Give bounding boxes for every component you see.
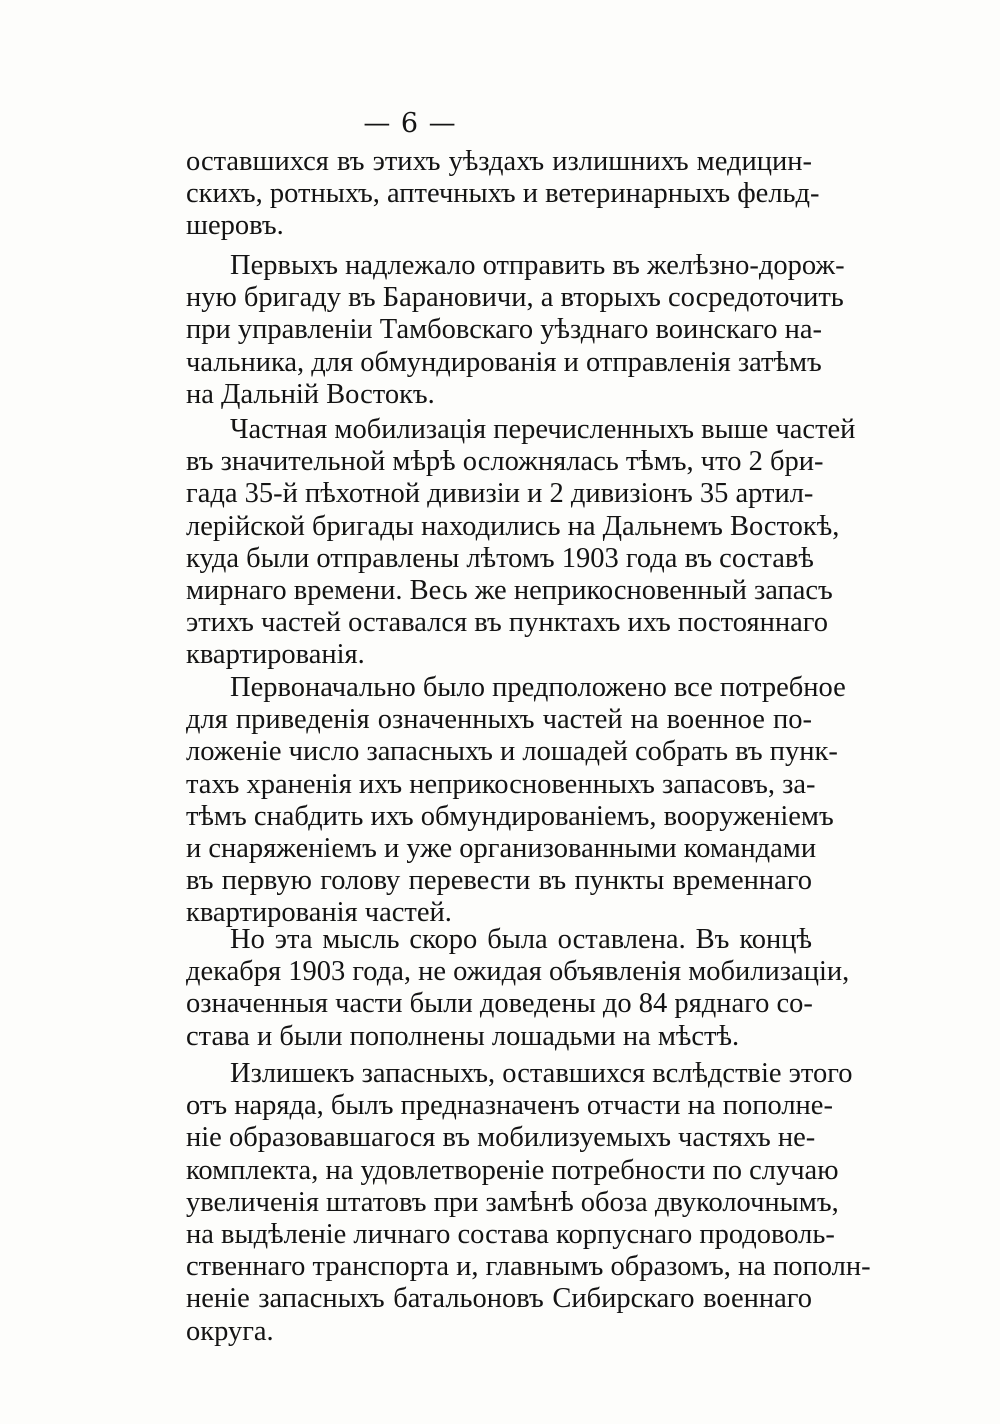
text-line: чальника, для обмундированія и отправленія затѣмъ: [186, 346, 822, 378]
paragraph-4: [186, 672, 846, 930]
text-line: гада 35-й пѣхотной дивизіи и 2 дивизіонъ 35 артил-: [186, 478, 814, 510]
text-line: ніе образовавшагося въ мобилизуемыхъ частяхъ не-: [186, 1122, 816, 1154]
text-line: ложеніе число запасныхъ и лошадей собрать въ пунк-: [186, 736, 838, 768]
text-line: ную бригаду въ Барановичи, а вторыхъ сосредоточить: [186, 282, 844, 314]
text-line: куда были отправлены лѣтомъ 1903 года въ составѣ: [186, 542, 814, 574]
text-line: Первыхъ надлежало отправить въ желѣзно-дорож-: [230, 250, 845, 281]
text-line: для приведенія означенныхъ частей на военное по-: [186, 704, 812, 736]
paragraph-5: [186, 924, 850, 1053]
paragraph-6: [186, 1058, 871, 1348]
text-line: мирнаго времени. Весь же неприкосновенный запасъ: [186, 575, 833, 607]
text-line: лерійской бригады находились на Дальнемъ Востокѣ,: [186, 510, 840, 542]
text-line: тахъ храненія ихъ неприкосновенныхъ запасовъ, за-: [186, 768, 816, 800]
text-line: въ значительной мѣрѣ осложнялась тѣмъ, что 2 бри-: [186, 446, 824, 478]
text-line: этихъ частей оставался въ пунктахъ ихъ постояннаго: [186, 607, 828, 639]
paragraph-2: [186, 250, 845, 411]
text-line: въ первую голову перевести въ пункты временнаго: [186, 865, 812, 897]
text-line: неніе запасныхъ батальоновъ Сибирскаго военнаго: [186, 1283, 812, 1315]
text-line: квартированія.: [186, 639, 365, 671]
text-line: означенныя части были доведены до 84 ряднаго со-: [186, 988, 813, 1020]
text-line: става и были пополнены лошадьми на мѣстѣ.: [186, 1020, 740, 1052]
text-line: при управленіи Тамбовскаго уѣзднаго воинскаго на-: [186, 314, 822, 346]
page-number: — 6 —: [363, 108, 457, 139]
text-line: увеличенія штатовъ при замѣнѣ обоза двуколочнымъ,: [186, 1186, 839, 1218]
text-line: отъ наряда, былъ предназначенъ отчасти на пополне-: [186, 1090, 833, 1122]
text-line: тѣмъ снабдить ихъ обмундированіемъ, вооруженіемъ: [186, 800, 834, 832]
text-line: на Дальній Востокъ.: [186, 378, 435, 410]
text-line: Излишекъ запасныхъ, оставшихся вслѣдствіе этого: [230, 1058, 853, 1089]
text-line: Но эта мысль скоро была оставлена. Въ концѣ: [230, 924, 812, 955]
text-line: декабря 1903 года, не ожидая объявленія мобилизаціи,: [186, 956, 850, 988]
text-line: и снаряженіемъ и уже организованными командами: [186, 833, 817, 865]
text-line: на выдѣленіе личнаго состава корпуснаго продоволь-: [186, 1219, 835, 1251]
text-line: скихъ, ротныхъ, аптечныхъ и ветеринарныхъ фельд-: [186, 178, 820, 210]
text-line: комплекта, на удовлетвореніе потребности по случаю: [186, 1154, 839, 1186]
text-line: Первоначально было предположено все потребное: [230, 672, 846, 703]
paragraph-1: [186, 146, 820, 243]
text-line: округа.: [186, 1315, 274, 1347]
text-line: квартированія частей.: [186, 897, 452, 929]
paragraph-3: [186, 414, 856, 672]
text-line: шеровъ.: [186, 210, 284, 242]
text-line: оставшихся въ этихъ уѣздахъ излишнихъ медицин-: [186, 146, 812, 177]
text-line: Частная мобилизація перечисленныхъ выше частей: [230, 414, 856, 445]
text-line: ственнаго транспорта и, главнымъ образомъ, на пополн-: [186, 1251, 871, 1283]
